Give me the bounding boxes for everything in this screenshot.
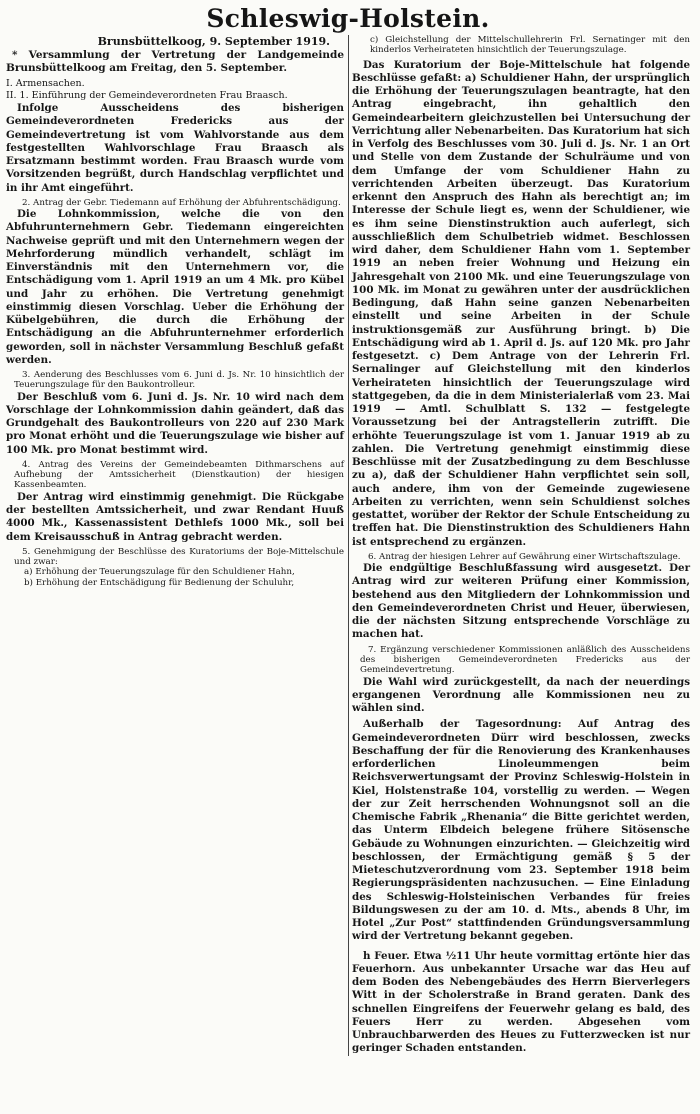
agenda-item-1: II. 1. Einführung der Gemeindeverordneten Frau Braasch.	[6, 90, 288, 101]
paragraph: Die Lohnkommission, welche die von den Abfuhrunternehmern Gebr. Tiedemann eingereichten Nachweise geprüft und mit den Unternehmern wegen der Mehrforderung mündlich verhandelt, schlägt im Einverständnis mit den Unternehmern vor, die Entschädigung vom 1. April 1919 an um 4 Mk. pro Kübel und Jahr zu erhöhen. Die Vertretung genehmigt einstimmig diesen Vorschlag. Ueber die Erhöhung der Kübelgebühren, die durch die Erhöhung der Entschädigung an die Abfuhrunternehmer erforderlich geworden, soll in nächster Versammlung Beschluß gefaßt werden.	[6, 208, 344, 366]
article-heading: * Versammlung der Vertretung der Landgemeinde Brunsbüttelkoog am Freitag, den 5. September.	[6, 49, 344, 74]
sub-item-b: b) Erhöhung der Entschädigung für Bedienung der Schuluhr,	[24, 577, 295, 588]
paragraph: Infolge Ausscheidens des bisherigen Gemeindeverordneten Fredericks aus der Gemeindevertretung ist vom Wahlvorstande aus dem festgestellten Wahlvorschlage Frau Braasch als Ersatzmann bestimmt worden. Frau Braasch wurde vom Vorsitzenden begrüßt, durch Handschlag verpflichtet und in ihr Amt eingeführt.	[6, 102, 344, 194]
left-column	[6, 35, 344, 1056]
section-armensachen: I. Armensachen.	[6, 78, 85, 89]
agenda-item-5: 5. Genehmigung der Beschlüsse des Kuratoriums der Boje-Mittelschule und zwar:	[14, 546, 344, 568]
paragraph: Das Kuratorium der Boje-Mittelschule hat folgende Beschlüsse gefaßt: a) Schuldiener Hahn, der ursprünglich die Erhöhung der Teuerungszulagen beantragte, hat den Antrag eingebracht, ihn gehaltlich den Gemeindearbeitern gleichzustellen bei Untersuchung der Verrichtung aller Nebenarbeiten. Das Kuratorium hat sich in Verfolg des Beschlusses vom 30. Juli d. Js. Nr. 1 an Ort und Stelle von dem Zustande der Schulräume und von dem Umfange der vom Schuldiener Hahn zu verrichtenden Arbeiten überzeugt. Das Kuratorium erkennt den Anspruch des Hahn als berechtigt an; im Interesse der Schule liegt es, wenn der Schuldiener, wie es ihm seine Dienstinstruktion auch auferlegt, sich ausschließlich dem Schulbetrieb widmet. Beschlossen wird daher, dem Schuldiener Hahn vom 1. September 1919 an neben freier Wohnung und Heizung ein Jahresgehalt von 2100 Mk. und eine Teuerungszulage von 100 Mk. im Monat zu gewähren unter der ausdrücklichen Bedingung, daß Hahn seine ganzen Nebenarbeiten einstellt und seine Arbeiten in der Schule instruktionsgemäß zur Ausführung bringt. b) Die Entschädigung wird ab 1. April d. Js. auf 120 Mk. pro Jahr festgesetzt. c) Dem Antrage von der Lehrerin Frl. Sernalinger auf Gleichstellung mit den kinderlos Verheirateten hinsichtlich der Teuerungszulage wird stattgegeben, da die in dem Ministerialerlaß vom 23. Mai 1919 — Amtl. Schulblatt S. 132 — festgelegte Voraussetzung bei der Antragstellerin zutrifft. Die erhöhte Teuerungszulage ist vom 1. Januar 1919 ab zu zahlen. Die Vertretung genehmigt einstimmig diese Beschlüsse mit der Zusatzbedingung zu dem Beschlusse zu a), daß der Schuldiener Hahn verpflichtet sein soll, auch andere, ihm von der Gemeinde zugewiesene Arbeiten zu verrichten, wenn sein Schuldienst solches gestattet, worüber der Rektor der Schule Entscheidung zu treffen hat. Die Dienstinstruktion des Schuldieners Hahn ist entsprechend zu ergänzen.	[352, 58, 690, 548]
paragraph: Der Antrag wird einstimmig genehmigt. Die Rückgabe der bestellten Amtssicherheit, und zwar Rendant Huuß 4000 Mk., Kassenassistent Dethlefs 1000 Mk., soll bei dem Kreisausschuß in Antrag gebracht werden.	[6, 490, 344, 543]
dateline: Brunsbüttelkoog, 9. September 1919.	[97, 35, 330, 48]
paragraph: Der Beschluß vom 6. Juni d. Js. Nr. 10 wird nach dem Vorschlage der Lohnkommission dahin geändert, daß das Grundgehalt des Baukontrolleurs von 220 auf 230 Mark pro Monat erhöht und die Teuerungszulage wie bisher auf 100 Mk. pro Monat bestimmt wird.	[6, 390, 344, 456]
right-column	[352, 35, 690, 1056]
page-title: Schleswig-Holstein.	[206, 4, 490, 33]
agenda-item-4: 4. Antrag des Vereins der Gemeindebeamten Dithmarschens auf Aufhebung der Amtssicherheit (Dienstkaution) der hiesigen Kassenbeamten.	[14, 459, 344, 491]
agenda-item-6: 6. Antrag der hiesigen Lehrer auf Gewährung einer Wirtschaftszulage.	[368, 551, 681, 562]
article-columns	[6, 35, 690, 1056]
column-divider	[348, 35, 349, 1056]
paragraph: Außerhalb der Tagesordnung: Auf Antrag des Gemeindeverordneten Dürr wird beschlossen, zwecks Beschaffung der für die Renovierung des Krankenhauses erforderlichen Linoleummengen beim Reichsverwertungsamt der Provinz Schleswig-Holstein in Kiel, Holstenstraße 104, vorstellig zu werden. — Wegen der zur Zeit herrschenden Wohnungsnot soll an die Chemische Fabrik „Rhenania“ die Bitte gerichtet werden, das Unterm Elbdeich belegene frühere Sitösensche Gebäude zu Wohnungen einzurichten. — Gleichzeitig wird beschlossen, der Ermächtigung gemäß § 5 der Mieteschutzverordnung vom 23. September 1918 beim Regierungspräsidenten nachzusuchen. — Eine Einladung des Schleswig-Holsteinischen Verbandes für freies Bildungswesen zu der am 10. d. Mts., abends 8 Uhr, im Hotel „Zur Post“ stattfindenden Gründungsversammlung wird der Vertretung bekannt gegeben.	[352, 718, 690, 943]
sub-item-c: c) Gleichstellung der Mittelschullehrerin Frl. Sernatinger mit den kinderlos Verheirateten hinsichtlich der Teuerungszulage.	[370, 35, 690, 56]
agenda-item-3: 3. Aenderung des Beschlusses vom 6. Juni d. Js. Nr. 10 hinsichtlich der Teuerungszulage für den Baukontrolleur.	[14, 370, 344, 391]
fire-report: h Feuer. Etwa ½11 Uhr heute vormittag ertönte hier das Feuerhorn. Aus unbekannter Ursache war das Heu auf dem Boden des Nebengebäudes des Herrn Bierverlegers Witt in der Scholerstraße in Brand geraten. Dank des schnellen Eingreifens der Feuerwehr gelang es bald, des Feuers Herr zu werden. Abgesehen vom Unbrauchbarwerden des Heues zu Futterzwecken ist nur geringer Schaden entstanden.	[352, 949, 690, 1055]
agenda-item-2: 2. Antrag der Gebr. Tiedemann auf Erhöhung der Abfuhrentschädigung.	[22, 197, 341, 208]
paragraph: Die Wahl wird zurückgestellt, da nach der neuerdings ergangenen Verordnung alle Kommissionen neu zu wählen sind.	[352, 675, 690, 715]
paragraph: Die endgültige Beschlußfassung wird ausgesetzt. Der Antrag wird zur weiteren Prüfung einer Kommission, bestehend aus den Mitgliedern der Lohnkommission und den Gemeindeverordneten Christ und Heuer, überwiesen, die der nächsten Sitzung entsprechende Vorschläge zu machen hat.	[352, 562, 690, 641]
agenda-item-7: 7. Ergänzung verschiedener Kommissionen anläßlich des Ausscheidens des bisherigen Gemeindeverordneten Fredericks aus der Gemeindevertretung.	[360, 644, 690, 676]
sub-item-a: a) Erhöhung der Teuerungszulage für den Schuldiener Hahn,	[24, 567, 295, 578]
